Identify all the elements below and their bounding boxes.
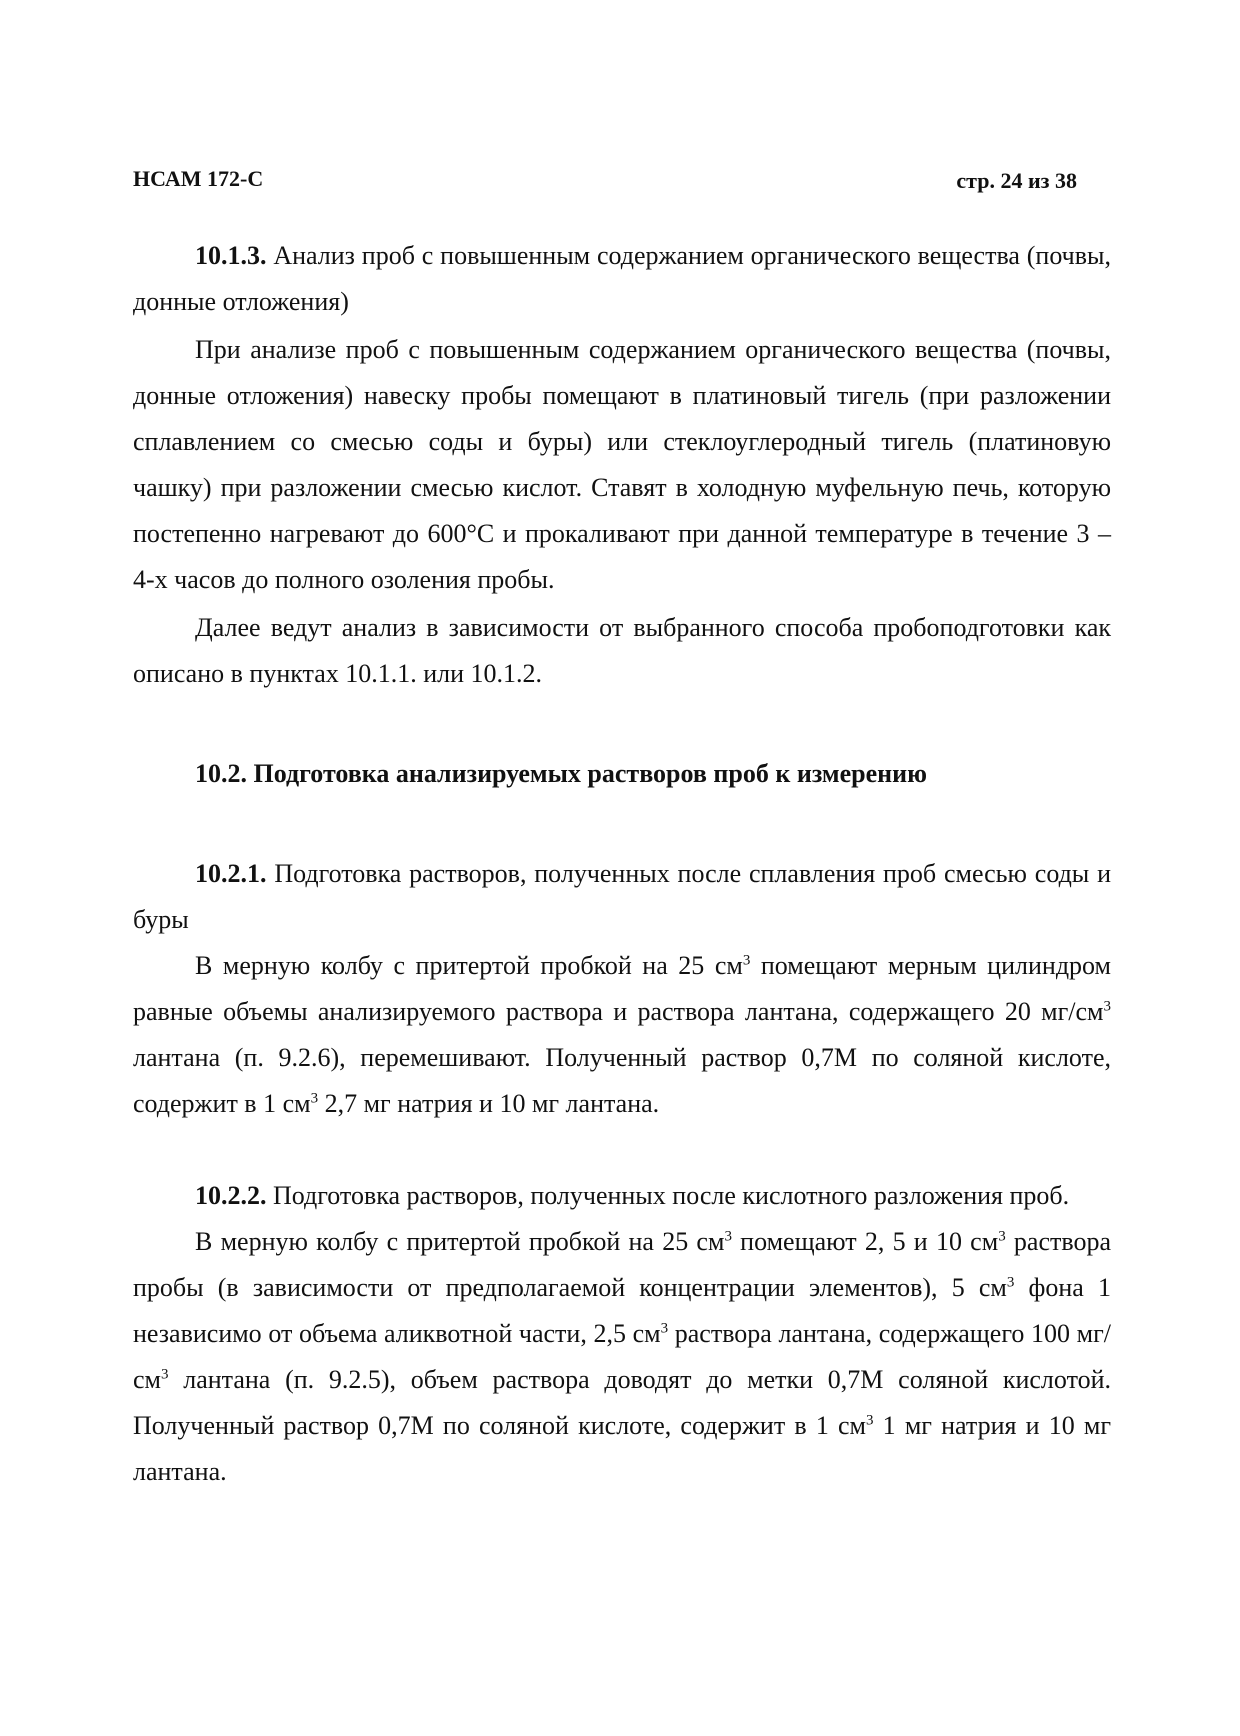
text-run: раствора лантана, содержащего 100 мг/см: [133, 1319, 1111, 1394]
text-run: раствора пробы (в зависимости от предполагаемой концентрации элементов), 5 см: [133, 1227, 1112, 1302]
paragraph: [133, 943, 1111, 1127]
document-code: НСАМ 172-С: [133, 166, 264, 191]
superscript: 3: [742, 952, 751, 969]
text-run: помещают мерным цилиндром равные объемы анализируемого раствора и раствора лантана, содержащего 20 мг/см: [133, 951, 1112, 1026]
section-10-1-3-title: [133, 233, 1111, 325]
section-10-2-2-title: [133, 1173, 1111, 1219]
section-title-text: Подготовка растворов, полученных после сплавления проб смесью соды и буры: [133, 859, 1111, 934]
section-number: 10.2.2.: [195, 1181, 267, 1210]
superscript: 3: [310, 1090, 319, 1107]
section-number: 10.1.3.: [195, 241, 267, 270]
text-run: В мерную колбу с притертой пробкой на 25 см: [195, 1227, 725, 1256]
text-run: помещают 2, 5 и 10 см: [731, 1227, 999, 1256]
superscript: 3: [1103, 998, 1111, 1015]
text-run: лантана (п. 9.2.5), объем раствора доводят до метки 0,7М соляной кислотой. Полученный раствор 0,7М по соляной кислоте, содержит в 1 см: [133, 1365, 1111, 1440]
superscript: 3: [161, 1366, 169, 1383]
superscript: 3: [866, 1412, 874, 1429]
paragraph: Далее ведут анализ в зависимости от выбранного способа пробоподготовки как описано в пунктах 10.1.1. или 10.1.2.: [133, 613, 1111, 688]
page-header: [133, 166, 1077, 206]
text-run: фона 1 независимо от объема аликвотной части, 2,5 см: [133, 1273, 1111, 1348]
text-run: 2,7 мг натрия и 10 мг лантана.: [318, 1089, 660, 1118]
paragraph: [133, 1219, 1111, 1495]
section-title-text: Подготовка растворов, полученных после кислотного разложения проб.: [266, 1181, 1070, 1210]
document-body: [133, 233, 1111, 1495]
text-run: В мерную колбу с притертой пробкой на 25 см: [195, 951, 743, 980]
paragraph: При анализе проб с повышенным содержанием органического вещества (почвы, донные отложения) навеску пробы помещают в платиновый тигель (при разложении сплавлением со смесью соды и буры) или стеклоуглеродный тигель (платиновую чашку) при разложении смесью кислот. Ставят в холодную муфельную печь, которую постепенно нагревают до 600°С и прокаливают при данной температуре в течение 3 – 4-х часов до полного озоления пробы.: [133, 335, 1111, 594]
section-title-text: Анализ проб с повышенным содержанием органического вещества (почвы, донные отложения): [133, 241, 1111, 316]
superscript: 3: [998, 1228, 1006, 1245]
superscript: 3: [724, 1228, 732, 1245]
page-number: стр. 24 из 38: [956, 168, 1077, 193]
section-number: 10.2.1.: [195, 859, 267, 888]
section-10-2-1-title: [133, 851, 1111, 943]
superscript: 3: [1006, 1274, 1015, 1291]
section-10-2-heading: 10.2. Подготовка анализируемых растворов проб к измерению: [195, 759, 927, 788]
text-run: лантана (п. 9.2.6), перемешивают. Полученный раствор 0,7М по соляной кислоте, содержит в 1 см: [133, 1043, 1111, 1118]
text-run: 1 мг натрия и 10 мг лантана.: [133, 1411, 1112, 1486]
superscript: 3: [660, 1320, 669, 1337]
